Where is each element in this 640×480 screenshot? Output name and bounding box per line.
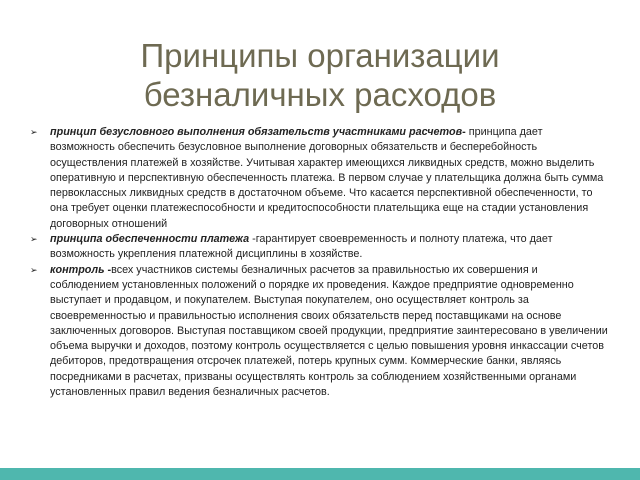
slide-title-line-2: безналичных расходов xyxy=(143,76,497,113)
arrow-bullet-icon: ➢ xyxy=(30,264,38,275)
item-separator: - xyxy=(104,263,112,276)
item-separator: - xyxy=(462,126,469,138)
arrow-bullet-icon: ➢ xyxy=(30,127,38,137)
bullet-list xyxy=(30,125,608,400)
slide-title xyxy=(40,36,600,114)
item-text: -гарантирует своевременность и полноту платежа, что дает возможность укрепления платежной дисциплины в хозяйстве. xyxy=(50,233,553,261)
slide-title-line-1: Принципы организации xyxy=(140,37,500,74)
list-item xyxy=(30,125,608,232)
list-item xyxy=(30,263,608,401)
item-text: всех участников системы безналичных расчетов за правильностью их совершения и соблюдением установленных положений о порядке их проведения. Каждое предприятие одновременно выступает и продавцом, и покупателем. Выступая покупателем, оно осуществляет контроль за своевременностью и правильностью исполнения своих обязательств перед поставщиками на основе заключенных договоров. Выступая поставщиком своей продукции, предприятие заинтересовано в увеличении объема выручки и доходов, поэтому контроль осуществляется с целью повышения уровня инкассации счетов дебиторов, предотвращения отсрочек платежей, потерь крупных сумм. Коммерческие банки, являясь посредниками в расчетах, призваны осуществлять контроль за соблюдением хозяйственными органами установленных правил ведения безналичных расчетов. xyxy=(50,263,608,399)
item-text: принципа дает возможность обеспечить безусловное выполнение договорных обязательств и бесперебойность осуществления платежей в хозяйстве. Учитывая характер имеющихся ликвидных средств, можно выделить оперативную и перспективную обеспеченность платежа. В первом случае у плательщика должна быть сумма первоклассных ликвидных средств в достаточном объеме. Что касается перспективной обеспеченности, то она требует оценки платежеспособности и кредитоспособности плательщика еще на стадии установления договорных отношений xyxy=(50,126,604,230)
item-lead: контроль xyxy=(50,263,105,276)
item-lead: принцип безусловного выполнения обязательств участниками расчетов xyxy=(50,126,463,138)
arrow-bullet-icon: ➢ xyxy=(30,234,38,245)
footer-accent-bar xyxy=(0,468,640,480)
item-lead: принципа обеспеченности платежа xyxy=(50,233,250,246)
list-item xyxy=(30,232,608,263)
